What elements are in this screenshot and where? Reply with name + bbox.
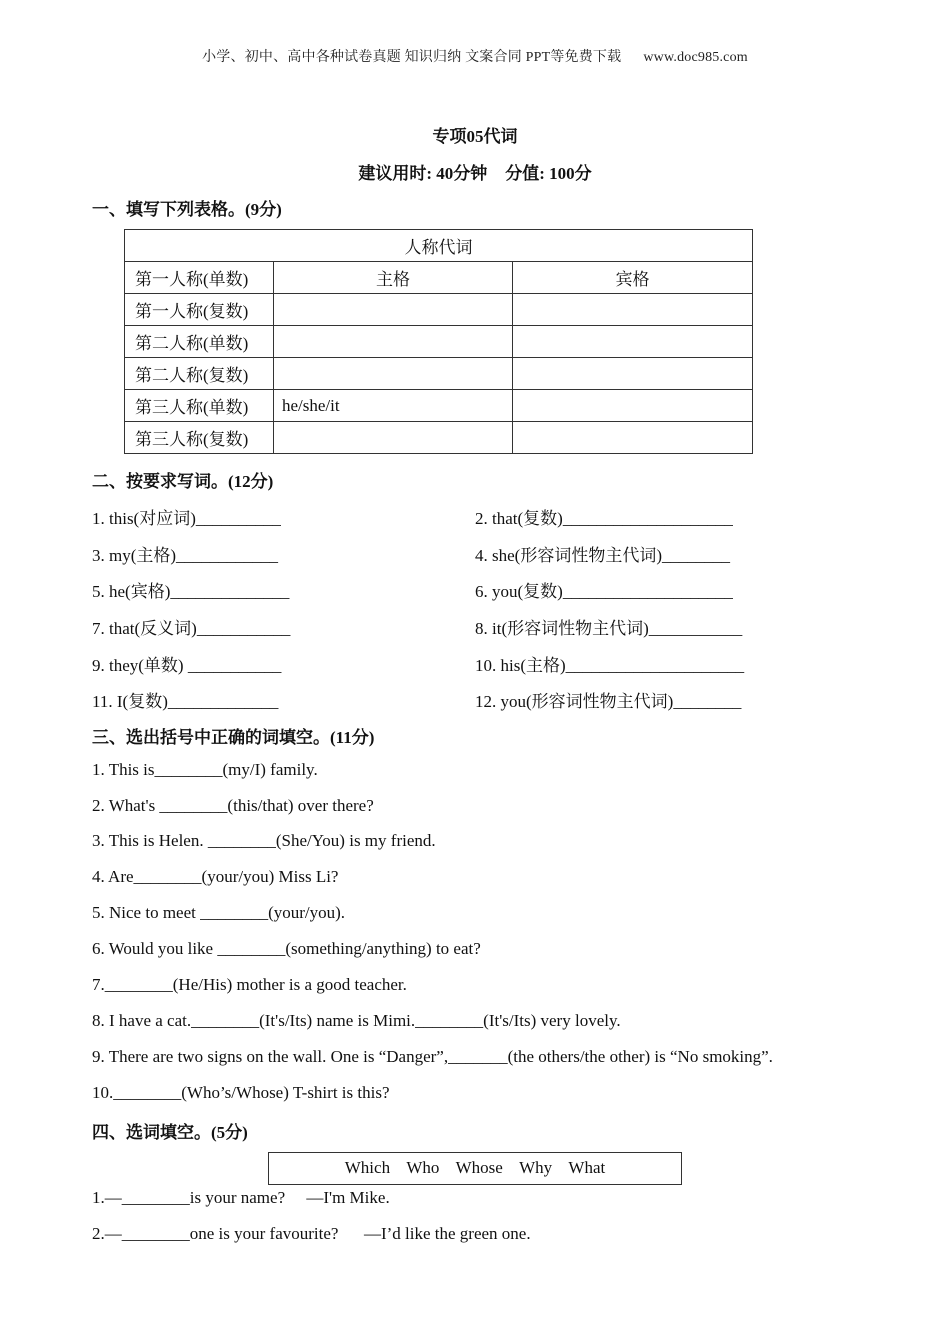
word-option: Which xyxy=(344,1158,391,1177)
exercise-item: 2.—________one is your favourite? —I’d like the green one. xyxy=(92,1224,531,1243)
exercise-item: 10. his(主格)_____________________ xyxy=(475,656,745,675)
time-label: 建议用时: 40分钟 xyxy=(358,164,488,183)
cell-subject[interactable] xyxy=(274,326,513,358)
table-title: 人称代词 xyxy=(125,230,753,262)
cell-subject[interactable] xyxy=(274,294,513,326)
cell-person: 第二人称(单数) xyxy=(125,326,274,358)
page-header xyxy=(0,46,950,66)
score-label: 分值: 100分 xyxy=(505,164,592,183)
exercise-item: 3. my(主格)____________ xyxy=(92,546,279,565)
word-option: Who xyxy=(406,1158,440,1177)
exercise-item: 5. he(宾格)______________ xyxy=(92,582,290,601)
exercise-item: 4. she(形容词性物主代词)________ xyxy=(475,546,730,565)
section4-heading: 四、选词填空。(5分) xyxy=(92,1123,248,1142)
table-row xyxy=(125,358,753,390)
cell-subject[interactable] xyxy=(274,422,513,454)
word-option: What xyxy=(568,1158,606,1177)
header-text: 小学、初中、高中各种试卷真题 知识归纳 文案合同 PPT等免费下载 xyxy=(202,50,622,65)
section2-heading: 二、按要求写词。(12分) xyxy=(92,472,274,491)
exercise-item: 2. What's ________(this/that) over there? xyxy=(92,796,374,815)
cell-object[interactable] xyxy=(513,422,753,454)
cell-subject[interactable] xyxy=(274,358,513,390)
section3-heading: 三、选出括号中正确的词填空。(11分) xyxy=(92,728,375,747)
cell-object-header: 宾格 xyxy=(513,262,753,294)
exercise-item: 6. Would you like ________(something/anything) to eat? xyxy=(92,939,481,958)
exercise-item: 7.________(He/His) mother is a good teacher. xyxy=(92,975,407,994)
table-row xyxy=(125,390,753,422)
cell-person: 第一人称(单数) xyxy=(125,262,274,294)
cell-object[interactable] xyxy=(513,326,753,358)
page-title: 专项05代词 xyxy=(432,127,518,146)
cell-person: 第三人称(单数) xyxy=(125,390,274,422)
exercise-item: 4. Are________(your/you) Miss Li? xyxy=(92,867,339,886)
cell-object[interactable] xyxy=(513,390,753,422)
exercise-item: 1. This is________(my/I) family. xyxy=(92,760,318,779)
exercise-item: 7. that(反义词)___________ xyxy=(92,619,291,638)
exercise-item: 5. Nice to meet ________(your/you). xyxy=(92,903,346,922)
cell-person: 第三人称(复数) xyxy=(125,422,274,454)
section1-heading: 一、填写下列表格。(9分) xyxy=(92,200,282,219)
table-row xyxy=(125,294,753,326)
exercise-item: 9. There are two signs on the wall. One is “Danger”,_______(the others/the other) is “No smoking”. xyxy=(92,1047,773,1066)
exercise-item: 2. that(复数)____________________ xyxy=(475,509,733,528)
cell-person: 第二人称(复数) xyxy=(125,358,274,390)
word-bank xyxy=(268,1152,682,1185)
exercise-item: 9. they(单数) ___________ xyxy=(92,656,282,675)
table-row xyxy=(125,326,753,358)
table-row xyxy=(125,422,753,454)
cell-subject: he/she/it xyxy=(274,390,513,422)
cell-object[interactable] xyxy=(513,294,753,326)
word-option: Why xyxy=(519,1158,553,1177)
table-row xyxy=(125,262,753,294)
exercise-item: 12. you(形容词性物主代词)________ xyxy=(475,692,742,711)
exercise-item: 10.________(Who’s/Whose) T-shirt is this? xyxy=(92,1083,390,1102)
cell-subject-header: 主格 xyxy=(274,262,513,294)
exercise-item: 11. I(复数)_____________ xyxy=(92,692,279,711)
word-option: Whose xyxy=(455,1158,503,1177)
exercise-item: 3. This is Helen. ________(She/You) is my friend. xyxy=(92,831,436,850)
exercise-item: 1. this(对应词)__________ xyxy=(92,509,281,528)
pronoun-table xyxy=(124,229,753,454)
exercise-item: 8. it(形容词性物主代词)___________ xyxy=(475,619,743,638)
header-site: www.doc985.com xyxy=(643,50,748,65)
exercise-item: 6. you(复数)____________________ xyxy=(475,582,733,601)
cell-object[interactable] xyxy=(513,358,753,390)
exercise-item: 1.—________is your name? —I'm Mike. xyxy=(92,1188,390,1207)
exercise-item: 8. I have a cat.________(It's/Its) name is Mimi.________(It's/Its) very lovely. xyxy=(92,1011,621,1030)
cell-person: 第一人称(复数) xyxy=(125,294,274,326)
page-subtitle xyxy=(0,159,950,184)
